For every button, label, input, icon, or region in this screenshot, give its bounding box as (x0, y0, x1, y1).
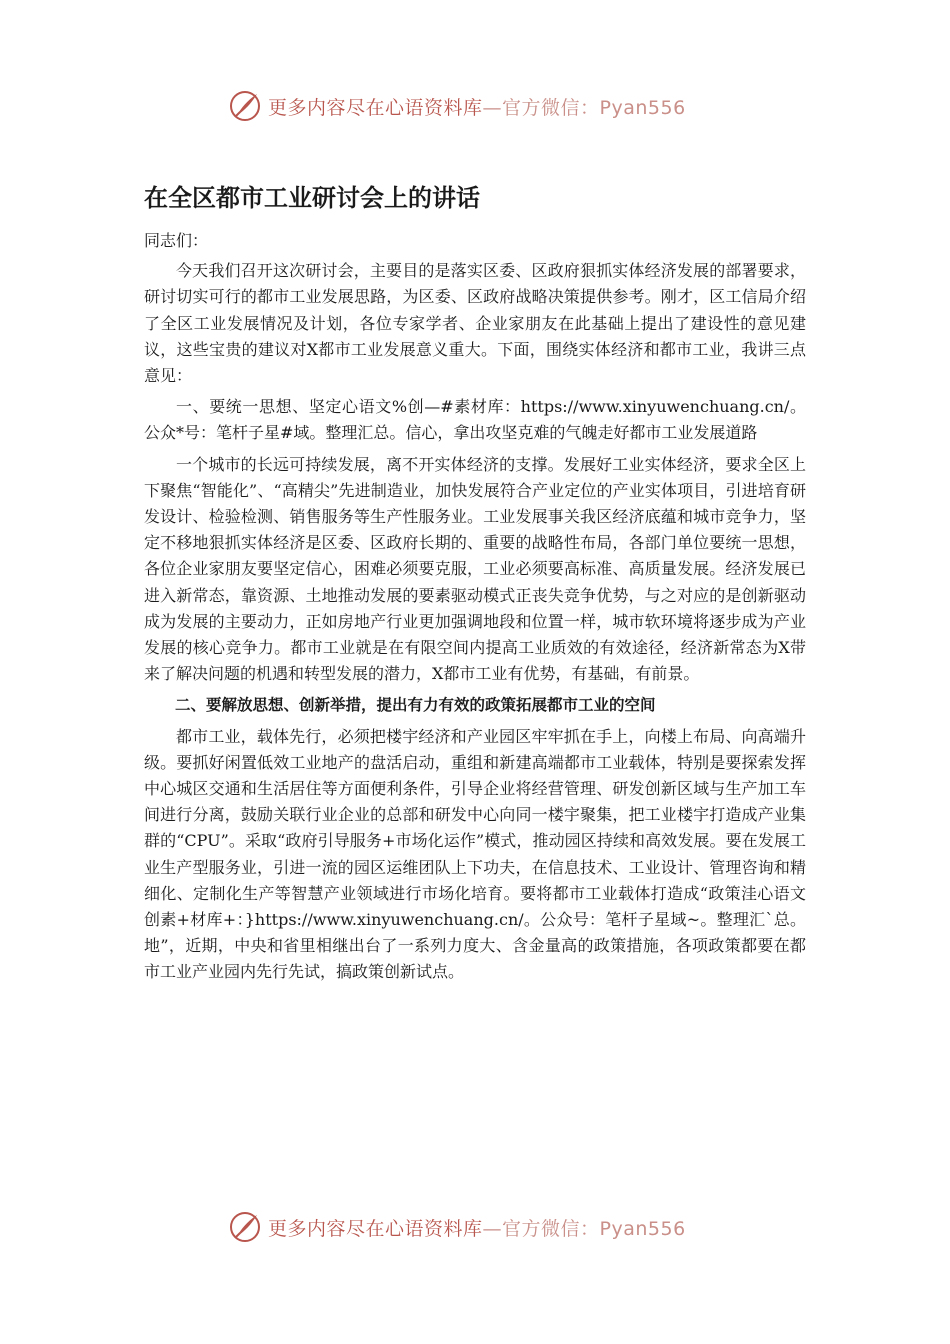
document-title: 在全区都市工业研讨会上的讲话 (144, 184, 480, 212)
watermark-footer (228, 1207, 788, 1247)
document-body (144, 228, 806, 991)
quill-logo-icon (228, 89, 262, 123)
watermark-separator: — (482, 96, 503, 119)
quill-logo-icon (228, 1210, 262, 1244)
watermark-main-text: 更多内容尽在心语资料库 (268, 1217, 483, 1240)
watermark-text (268, 93, 686, 120)
paragraph-intro: 今天我们召开这次研讨会，主要目的是落实区委、区政府狠抓实体经济发展的部署要求，研讨切实可行的都市工业发展思路，为区委、区政府战略决策提供参考。刚才，区工信局介绍了全区工业发展情况及计划，各位专家学者、企业家朋友在此基础上提出了建设性的意见建议，这些宝贵的建议对X都市工业发展意义重大。下面，围绕实体经济和都市工业，我讲三点意见： (144, 261, 806, 386)
paragraph-section-1: 一个城市的长远可持续发展，离不开实体经济的支撑。发展好工业实体经济，要求全区上下聚焦“智能化”、“高精尖”先进制造业，加快发展符合产业定位的产业实体项目，引进培育研发设计、检验检测、销售服务等生产性服务业。工业发展事关我区经济底蕴和城市竞争力，坚定不移地狠抓实体经济是区委、区政府长期的、重要的战略性布局，各部门单位要统一思想，各位企业家朋友要坚定信心，困难必须要克服，工业必须要高标准、高质量发展。经济发展已进入新常态，靠资源、土地推动发展的要素驱动模式正丧失竞争优势，与之对应的是创新驱动成为发展的主要动力，正如房地产行业更加强调地段和位置一样，城市软环境将逐步成为产业发展的核心竞争力。都市工业就是在有限空间内提高工业质效的有效途径，经济新常态为X带来了解决问题的机遇和转型发展的潜力，X都市工业有优势，有基础，有前景。 (144, 454, 806, 684)
watermark-main-text: 更多内容尽在心语资料库 (268, 96, 483, 119)
section-heading-2: 二、要解放思想、创新举措，提出有力有效的政策拓展都市工业的空间 (175, 696, 656, 715)
watermark-header (228, 86, 788, 126)
watermark-separator: — (482, 1217, 503, 1240)
watermark-text (268, 1214, 686, 1241)
section-heading-1: 一、要统一思想、坚定心语文%创—#素材库：https://www.xinyuwenchuang.cn/。公众*号：笔杆子星#域。整理汇总。信心，拿出攻坚克难的气魄走好都市工业发展道路 (144, 397, 806, 443)
watermark-wechat: 官方微信：Pyan556 (502, 1217, 686, 1240)
paragraph-section-2: 都市工业，载体先行，必须把楼宇经济和产业园区牢牢抓在手上，向楼上布局、向高端升级。要抓好闲置低效工业地产的盘活启动，重组和新建高端都市工业载体，特别是要探索发挥中心城区交通和生活居住等方面便利条件，引导企业将经营管理、研发创新区域与生产加工车间进行分离，鼓励关联行业企业的总部和研发中心向同一楼宇聚集，把工业楼宇打造成产业集群的“CPU”。采取“政府引导服务+市场化运作”模式，推动园区持续和高效发展。要在发展工业生产型服务业，引进一流的园区运维团队上下功夫，在信息技术、工业设计、管理咨询和精细化、定制化生产等智慧产业领域进行市场化培育。要将都市工业载体打造成“政策洼心语文创素+材库+：}https://www.xinyuwenchuang.cn/。公众号：笔杆子星域~。整理汇`总。地”，近期，中央和省里相继出台了一系列力度大、含金量高的政策措施，各项政策都要在都市工业产业园内先行先试，搞政策创新试点。 (144, 726, 806, 982)
watermark-wechat: 官方微信：Pyan556 (502, 96, 686, 119)
greeting: 同志们： (144, 231, 209, 250)
